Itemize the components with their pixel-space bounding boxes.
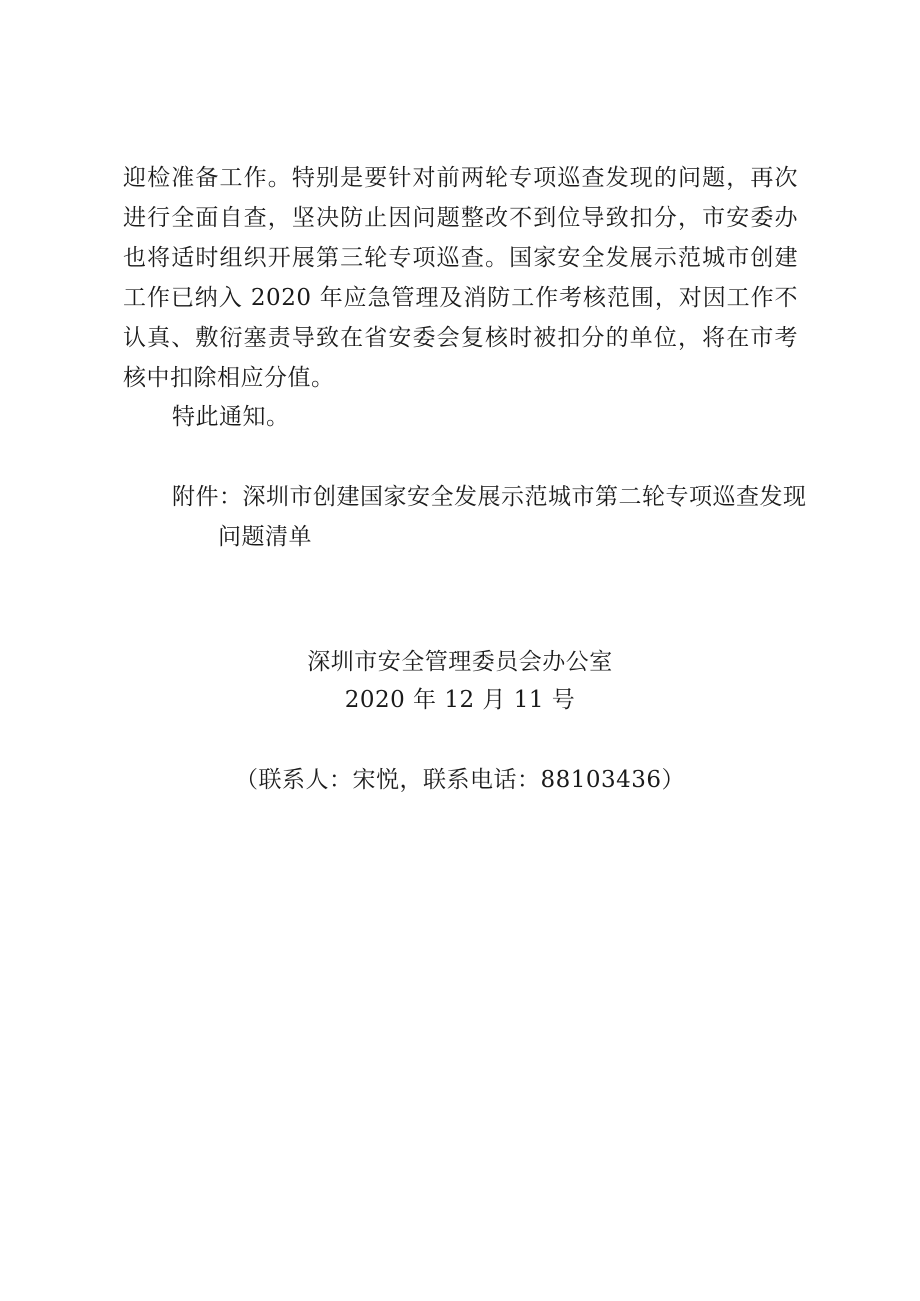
attachment-line-1: 附件：深圳市创建国家安全发展示范城市第二轮专项巡查发现 xyxy=(172,484,807,510)
notice-closing: 特此通知。 xyxy=(172,404,290,430)
signature-organization: 深圳市安全管理委员会办公室 xyxy=(307,649,613,675)
attachment-line-2: 问题清单 xyxy=(218,524,312,550)
body-paragraph-block xyxy=(123,158,798,398)
attachment-note xyxy=(172,477,807,557)
signature-date: 2020 年 12 月 11 号 xyxy=(344,687,576,713)
body-paragraph: 迎检准备工作。特别是要针对前两轮专项巡查发现的问题，再次进行全面自查，坚决防止因问题整改不到位导致扣分，市安委办也将适时组织开展第三轮专项巡查。国家安全发展示范城市创建工作已纳入 2020 年应急管理及消防工作考核范围，对因工作不认真、敷衍塞责导致在省安委会复核时被扣分的单位，将在市考核中扣除相应分值。 xyxy=(123,165,798,391)
contact-info: （联系人：宋悦，联系电话：88103436） xyxy=(234,767,686,793)
